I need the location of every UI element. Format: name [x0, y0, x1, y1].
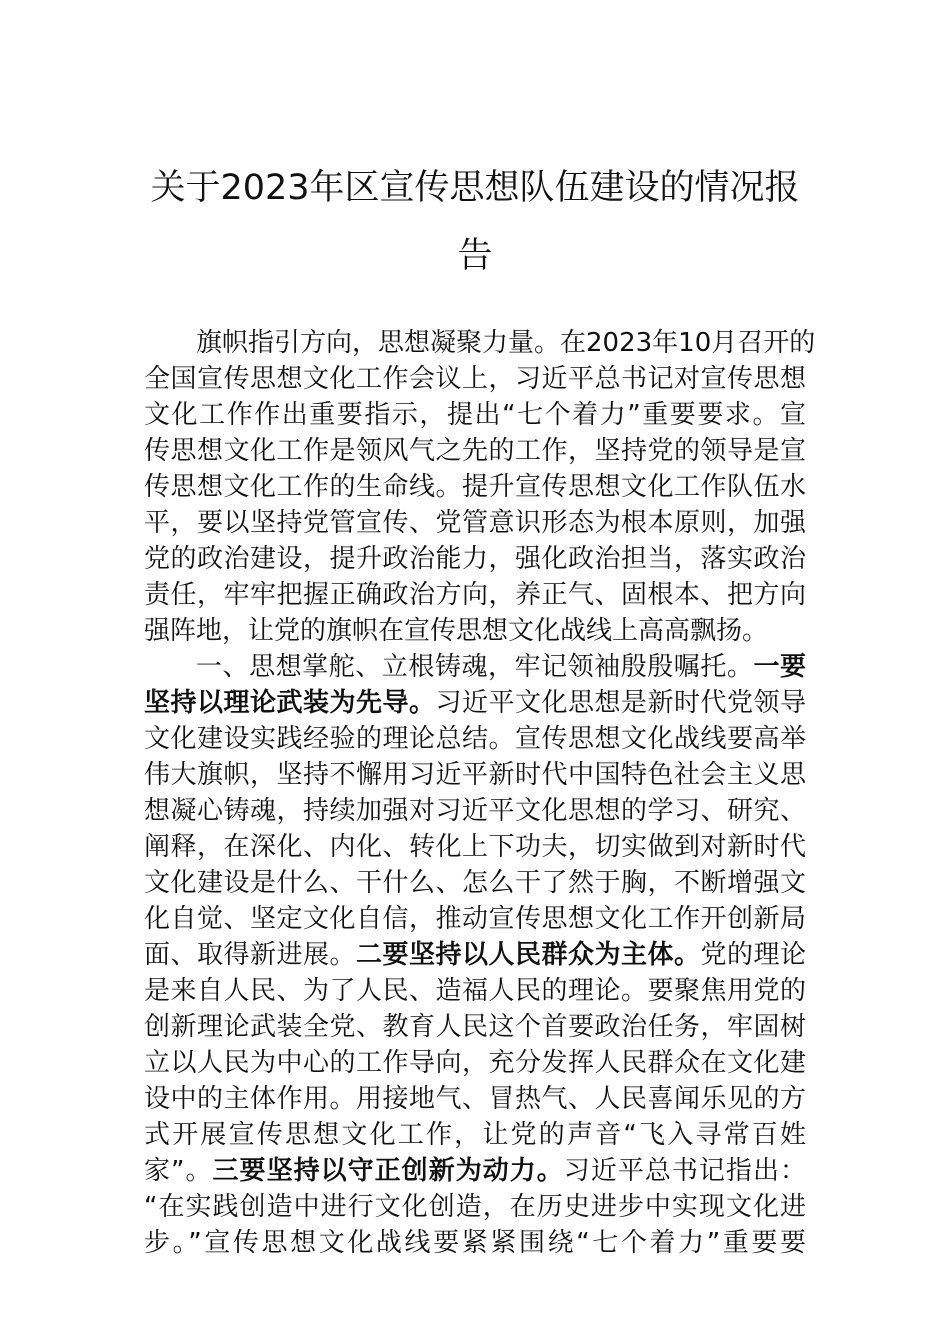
body-text: 习近平文化思想是新时代党领导	[435, 688, 806, 718]
paragraph-1-line: 责任，牢牢把握正确政治方向，养正气、固根本、把方向	[144, 580, 806, 610]
paragraph-1-line: 传思想文化工作的生命线。提升宣传思想文化工作队伍水	[144, 472, 806, 502]
paragraph-2-line: 步。”宣传思想文化战线要紧紧围绕“七个着力”重要要	[144, 1228, 806, 1258]
paragraph-2-line: “在实践创造中进行文化创造，在历史进步中实现文化进	[144, 1192, 806, 1222]
paragraph-2-line: 文化建设实践经验的理论总结。宣传思想文化战线要高举	[144, 724, 806, 754]
paragraph-2-line	[144, 687, 806, 719]
paragraph-1-line: 传思想文化工作是领风气之先的工作，坚持党的领导是宣	[144, 436, 806, 466]
paragraph-1-line: 党的政治建设，提升政治能力，强化政治担当，落实政治	[144, 544, 806, 574]
paragraph-2-line: 阐释，在深化、内化、转化上下功夫，切实做到对新时代	[144, 832, 806, 862]
document-title-line-2: 告	[457, 236, 493, 276]
body-text: 习近平总书记指出：	[563, 1156, 806, 1186]
body-text: 党的理论	[700, 940, 806, 970]
body-text: 面、取得新进展。	[144, 940, 356, 970]
paragraph-2-line	[144, 1155, 806, 1187]
paragraph-1-line: 旗帜指引方向，思想凝聚力量。在2023年10月召开的	[196, 328, 816, 358]
paragraph-2-line: 文化建设是什么、干什么、怎么干了然于胸，不断增强文	[144, 868, 806, 898]
paragraph-2-line: 设中的主体作用。用接地气、冒热气、人民喜闻乐见的方	[144, 1084, 806, 1114]
paragraph-2-line: 创新理论武装全党、教育人民这个首要政治任务，牢固树	[144, 1012, 806, 1042]
paragraph-2-line: 伟大旗帜，坚持不懈用习近平新时代中国特色社会主义思	[144, 760, 806, 790]
paragraph-1-line: 全国宣传思想文化工作会议上，习近平总书记对宣传思想	[144, 364, 806, 394]
bold-point-1-end: 坚持以理论武装为先导。	[144, 688, 436, 718]
bold-point-1-start: 一要	[753, 652, 806, 682]
paragraph-2-line: 立以人民为中心的工作导向，充分发挥人民群众在文化建	[144, 1048, 806, 1078]
bold-point-2: 二要坚持以人民群众为主体。	[356, 940, 701, 970]
body-text: 家”。	[144, 1156, 213, 1186]
paragraph-1-line: 平，要以坚持党管宣传、党管意识形态为根本原则，加强	[144, 508, 806, 538]
paragraph-2-line: 式开展宣传思想文化工作，让党的声音“飞入寻常百姓	[144, 1120, 806, 1150]
paragraph-2-line: 想凝心铸魂，持续加强对习近平文化思想的学习、研究、	[144, 796, 806, 826]
section-heading: 一、思想掌舵、立根铸魂，牢记领袖殷殷嘱托。	[196, 652, 754, 682]
paragraph-2-line: 化自觉、坚定文化自信，推动宣传思想文化工作开创新局	[144, 904, 806, 934]
document-title-line-1: 关于2023年区宣传思想队伍建设的情况报	[150, 168, 800, 208]
paragraph-1-line: 文化工作作出重要指示，提出“七个着力”重要要求。宣	[144, 400, 806, 430]
bold-point-3: 三要坚持以守正创新为动力。	[212, 1156, 564, 1186]
paragraph-1-line: 强阵地，让党的旗帜在宣传思想文化战线上高高飘扬。	[144, 616, 769, 646]
paragraph-2-line	[144, 939, 806, 971]
paragraph-2-line	[196, 651, 806, 683]
paragraph-2-line: 是来自人民、为了人民、造福人民的理论。要聚焦用党的	[144, 976, 806, 1006]
